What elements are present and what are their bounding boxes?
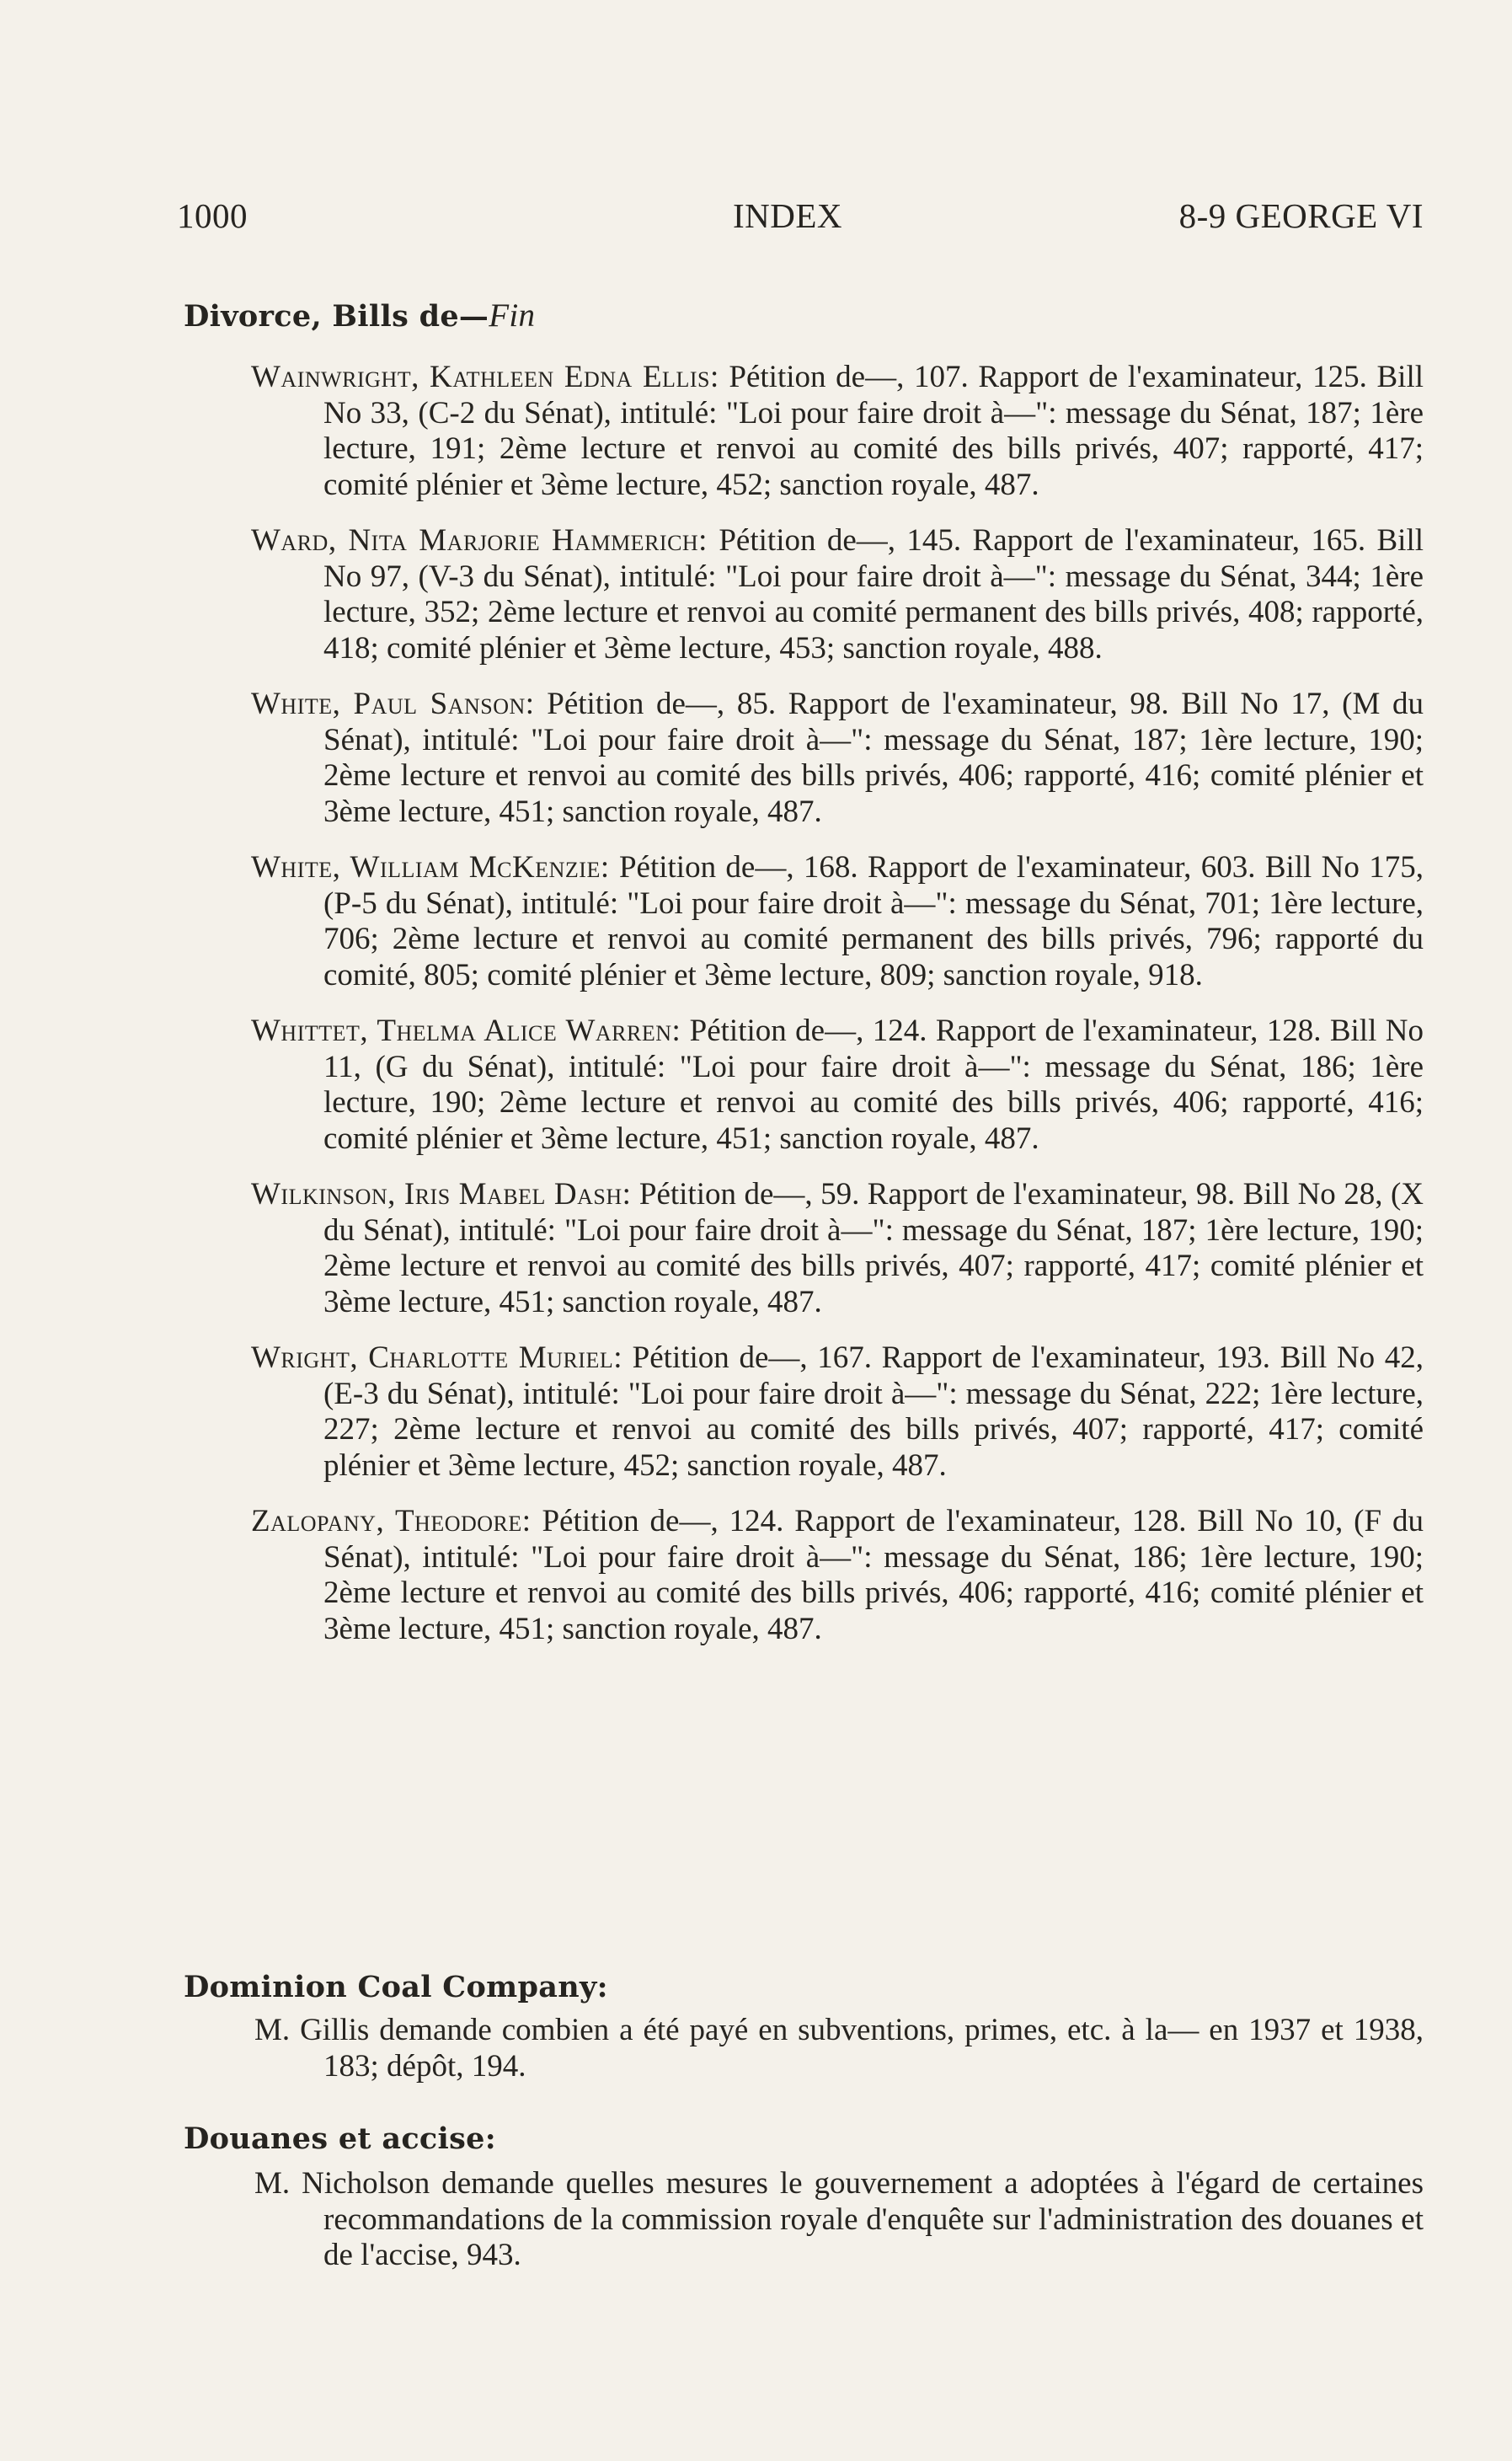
entry-name: Wright, Charlotte Muriel: [251,1340,623,1375]
entry-text: Pétition de—, 145. Rapport de l'examinateur, 165. Bill No 97, (V-3 du Sénat), intitulé: "Loi pour faire droit à—": message du Sénat, 344; 1ère lecture, 352; 2ème lecture et renvoi au comité permanent des bills privés, 408; rapporté, 418; comité plénier et 3ème lecture, 453; sanction royale, 488. [323,523,1424,666]
divorce-entry-list [184,360,1424,1647]
running-title: INDEX [733,196,843,235]
index-entry [251,1014,1424,1157]
entry-text: Pétition de—, 124. Rapport de l'examinateur, 128. Bill No 10, (F du Sénat), intitulé: "Loi pour faire droit à—": message du Sénat, 186; 1ère lecture, 190; 2ème lecture et renvoi au comité des bills privés, 406; rapporté, 416; comité plénier et 3ème lecture, 451; sanction royale, 487. [323,1504,1424,1646]
index-entry [251,1177,1424,1320]
section-title-suffix: Fin [489,297,536,334]
index-entry: M. Gillis demande combien a été payé en subventions, primes, etc. à la— en 1937 et 1938, 183; dépôt, 194. [254,2013,1424,2084]
index-entry [251,523,1424,666]
index-entry: M. Nicholson demande quelles mesures le gouvernement a adoptées à l'égard de certaines recommandations de la commission royale d'enquête sur l'administration des douanes et de l'accise, 943. [254,2166,1424,2272]
section-douanes [184,2121,1424,2274]
entry-text: Pétition de—, 167. Rapport de l'examinateur, 193. Bill No 42, (E-3 du Sénat), intitulé: "Loi pour faire droit à—": message du Sénat, 222; 1ère lecture, 227; 2ème lecture et renvoi au comité des bills privés, 407; rapporté, 417; comité plénier et 3ème lecture, 452; sanction royale, 487. [323,1340,1424,1483]
section-title-text: Divorce, Bills de— [184,299,489,334]
index-entry [251,1504,1424,1647]
regnal-year: 8-9 GEORGE VI [1178,196,1424,235]
section-dominion-coal [184,1970,1424,2084]
entry-name: White, Paul Sanson: [251,687,535,721]
index-entry [251,360,1424,503]
entry-name: Wainwright, Kathleen Edna Ellis: [251,360,719,394]
entry-text: Pétition de—, 59. Rapport de l'examinateur, 98. Bill No 28, (X du Sénat), intitulé: "Loi pour faire droit à—": message du Sénat, 187; 1ère lecture, 190; 2ème lecture et renvoi au comité des bills privés, 407; rapporté, 417; comité plénier et 3ème lecture, 451; sanction royale, 487. [323,1177,1424,1319]
section-title-dominion-coal: Dominion Coal Company: [184,1970,608,2004]
page-number: 1000 [177,196,248,235]
section-title-douanes: Douanes et accise: [184,2121,496,2156]
index-entry [251,850,1424,993]
entry-text: Pétition de—, 124. Rapport de l'examinateur, 128. Bill No 11, (G du Sénat), intitulé: "Loi pour faire droit à—": message du Sénat, 186; 1ère lecture, 190; 2ème lecture et renvoi au comité des bills privés, 406; rapporté, 416; comité plénier et 3ème lecture, 451; sanction royale, 487. [323,1014,1424,1156]
entry-text: Pétition de—, 107. Rapport de l'examinateur, 125. Bill No 33, (C-2 du Sénat), intitulé: "Loi pour faire droit à—": message du Sénat, 187; 1ère lecture, 191; 2ème lecture et renvoi au comité des bills privés, 407; rapporté, 417; comité plénier et 3ème lecture, 452; sanction royale, 487. [323,360,1424,502]
entry-name: Whittet, Thelma Alice Warren: [251,1014,681,1048]
entry-name: Wilkinson, Iris Mabel Dash: [251,1177,632,1212]
section-divorce [184,297,1424,1667]
entry-name: Zalopany, Theodore: [251,1504,532,1538]
index-entry [251,1340,1424,1484]
entry-text: Pétition de—, 85. Rapport de l'examinateur, 98. Bill No 17, (M du Sénat), intitulé: "Loi pour faire droit à—": message du Sénat, 187; 1ère lecture, 190; 2ème lecture et renvoi au comité des bills privés, 406; rapporté, 416; comité plénier et 3ème lecture, 451; sanction royale, 487. [323,687,1424,829]
index-entry [251,687,1424,830]
page-header [177,195,1424,246]
entry-name: Ward, Nita Marjorie Hammerich: [251,523,708,558]
entry-text: Pétition de—, 168. Rapport de l'examinateur, 603. Bill No 175, (P-5 du Sénat), intitulé: "Loi pour faire droit à—": message du Sénat, 701; 1ère lecture, 706; 2ème lecture et renvoi au comité permanent des bills privés, 796; rapporté du comité, 805; comité plénier et 3ème lecture, 809; sanction royale, 918. [323,850,1424,992]
section-title-divorce [184,297,1424,334]
entry-name: White, William McKenzie: [251,850,610,885]
